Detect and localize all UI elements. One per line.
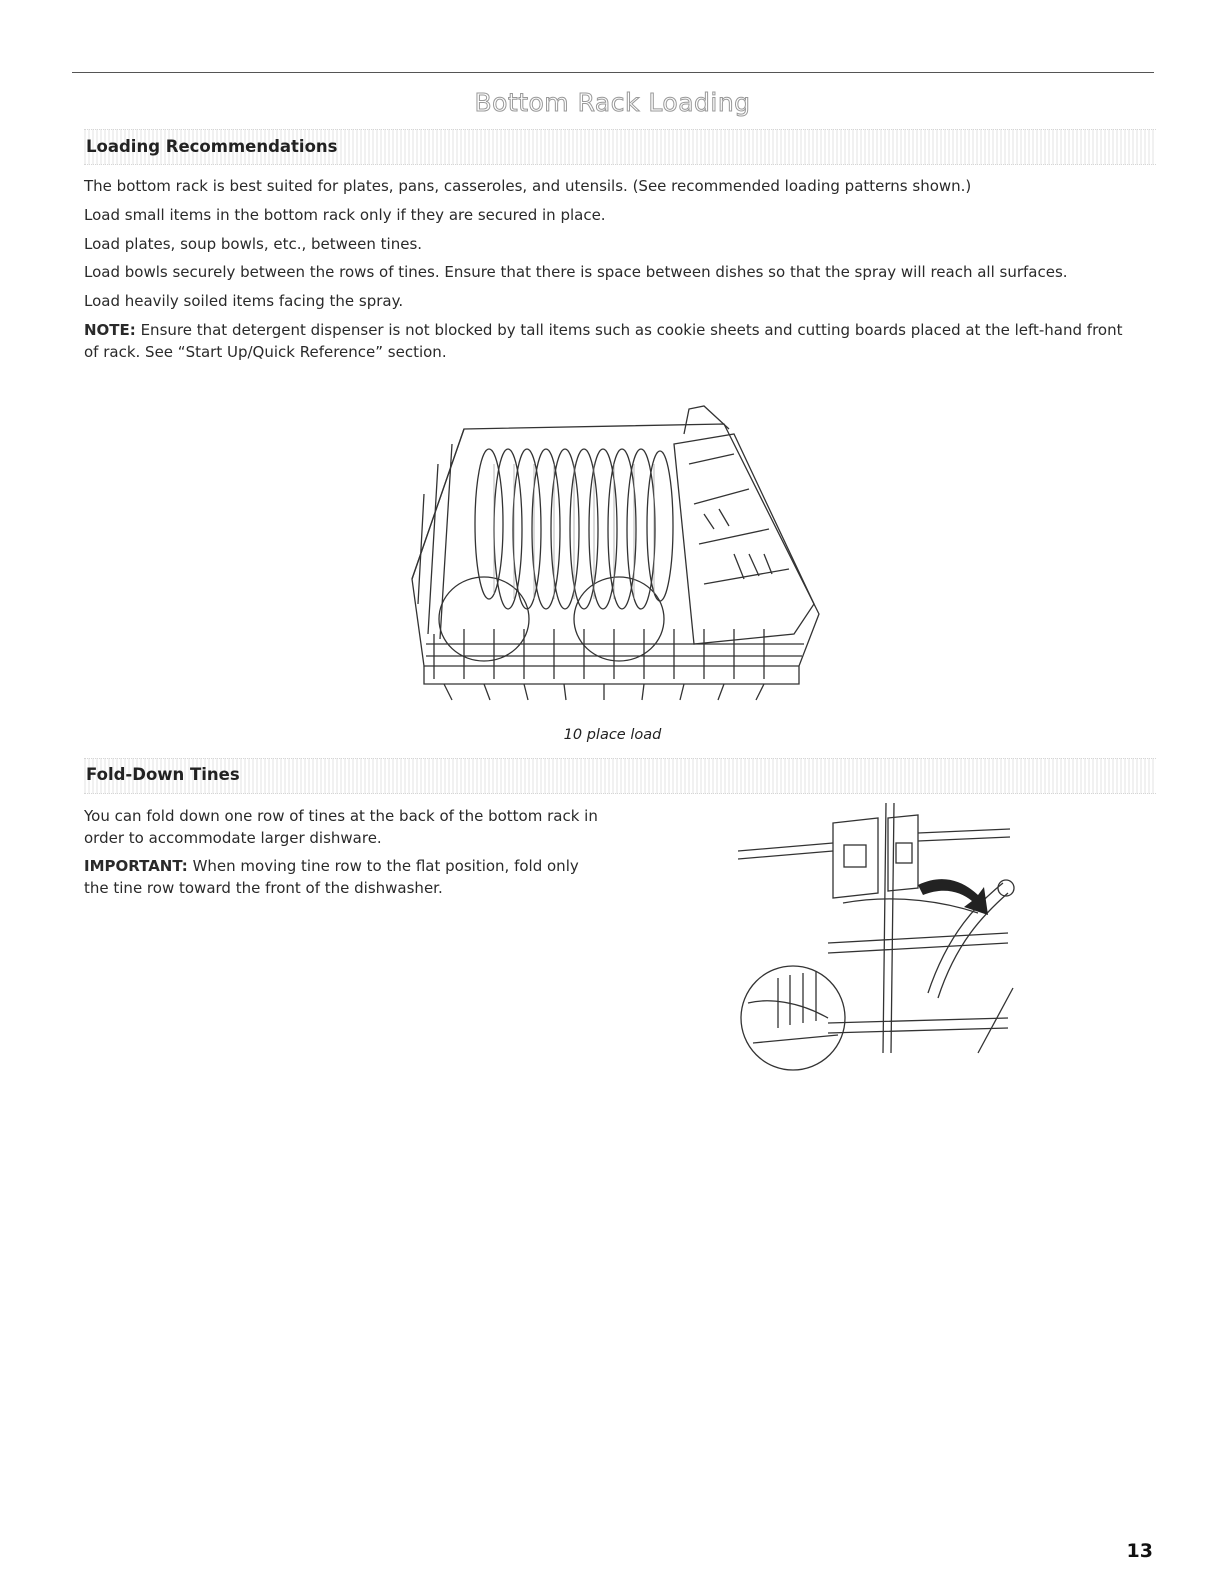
loading-recommendations-heading: Loading Recommendations <box>86 137 338 156</box>
important-text: When moving tine row to the flat position, fold only the tine row toward the front of the dishwasher. <box>84 857 579 897</box>
important-label: IMPORTANT: <box>84 857 188 875</box>
fold-down-tines-illustration <box>738 803 1018 1073</box>
loading-paragraph: Load small items in the bottom rack only if they are secured in place. <box>84 206 606 224</box>
rack-figure-caption: 10 place load <box>563 727 662 743</box>
important-paragraph <box>84 855 604 899</box>
note-paragraph <box>84 319 1134 363</box>
page-title: Bottom Rack Loading <box>474 88 751 117</box>
fold-down-tines-heading: Fold-Down Tines <box>86 765 240 784</box>
note-label: NOTE: <box>84 321 136 339</box>
top-rule <box>72 72 1154 73</box>
loading-paragraph: Load bowls securely between the rows of tines. Ensure that there is space between dishes so that the spray will reach all surfaces. <box>84 263 1068 281</box>
section-bar-fold-down <box>84 758 1156 794</box>
loading-paragraph: Load heavily soiled items facing the spray. <box>84 292 404 310</box>
page-number: 13 <box>1126 1540 1153 1562</box>
fold-down-paragraph: You can fold down one row of tines at the back of the bottom rack in order to accommodate larger dishware. <box>84 807 598 847</box>
loading-paragraph: The bottom rack is best suited for plates, pans, casseroles, and utensils. (See recommended loading patterns shown.) <box>84 177 972 195</box>
loading-paragraph: Load plates, soup bowls, etc., between tines. <box>84 235 423 253</box>
note-text: Ensure that detergent dispenser is not blocked by tall items such as cookie sheets and cutting boards placed at the left-hand front of rack. See “Start Up/Quick Reference” section. <box>84 321 1123 361</box>
bottom-rack-illustration <box>404 404 824 714</box>
